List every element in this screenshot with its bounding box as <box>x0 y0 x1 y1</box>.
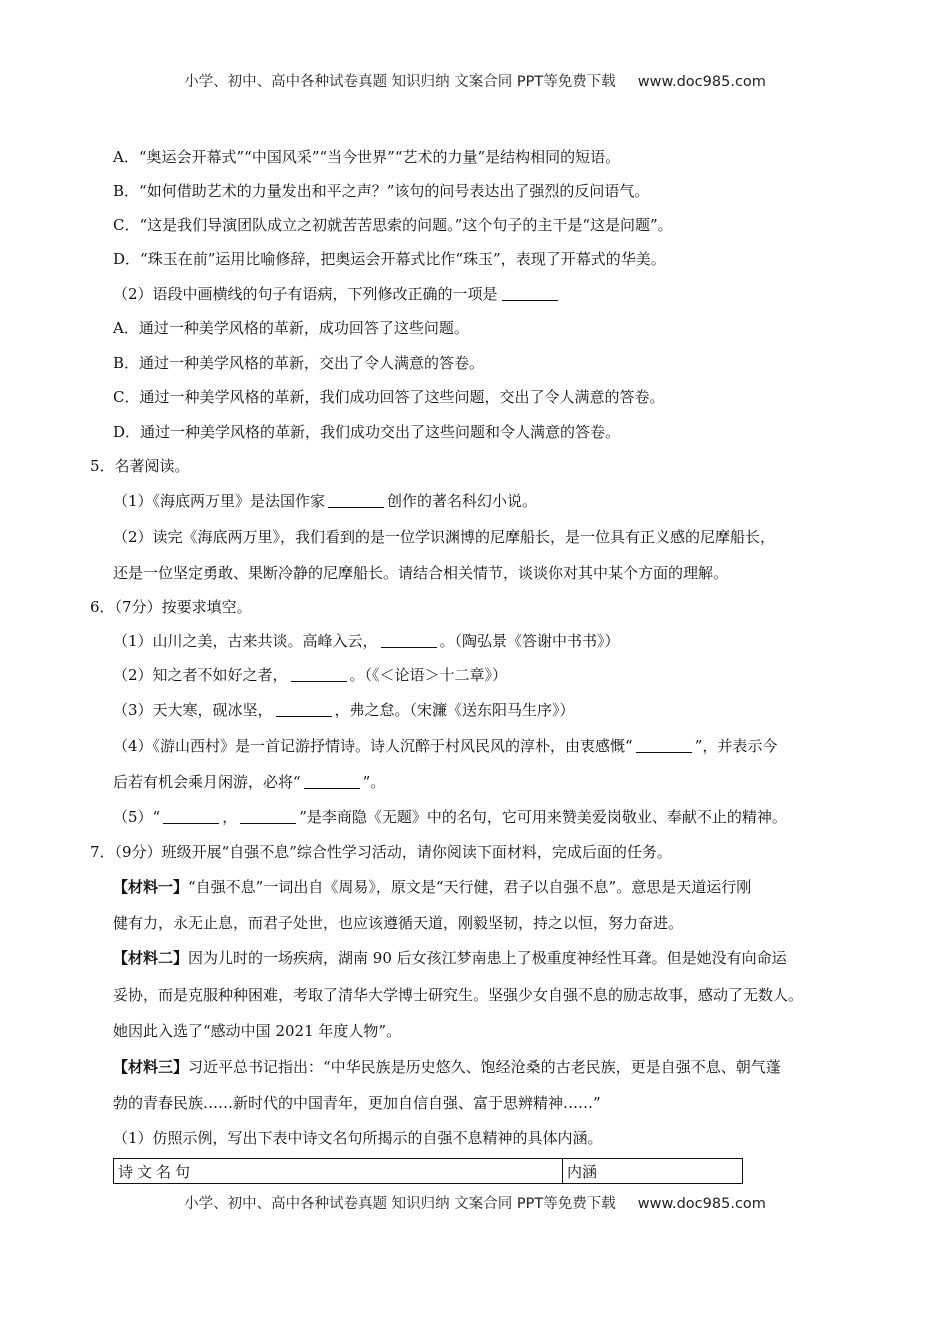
material1-label: 【材料一】 <box>113 878 189 896</box>
q6-sub4-line2-pre: 后若有机会乘月闲游，必将“ <box>113 773 301 791</box>
q6-title: 6．（7分）按要求填空。 <box>90 598 252 616</box>
q5-title: 5．名著阅读。 <box>90 457 190 475</box>
q7-material3-line1 <box>113 1057 781 1077</box>
q7-material1-line1 <box>113 877 751 897</box>
page-footer <box>0 1192 950 1213</box>
q6-sub1-post: 。（陶弘景《答谢中书书》） <box>439 632 620 650</box>
q6-sub2 <box>113 665 507 685</box>
q5-sub1-pre: （1）《海底两万里》是法国作家 <box>113 492 326 510</box>
q4-option-a: A．“奥运会开幕式”“中国风采”“当今世界”“艺术的力量”是结构相同的短语。 <box>113 148 621 166</box>
q6-sub3-pre: （3）天大寒，砚冰坚， <box>113 701 273 719</box>
q7-material1-line2: 健有力，永无止息，而君子处世，也应该遵循天道，刚毅坚韧，持之以恒，努力奋进。 <box>113 914 684 932</box>
header-text: 小学、初中、高中各种试卷真题 知识归纳 文案合同 PPT等免费下载 <box>184 74 616 90</box>
q6-sub4-line2 <box>113 772 385 792</box>
q6-sub5-post: ”是李商隐《无题》中的名句，它可用来赞美爱岗敬业、奉献不止的精神。 <box>299 808 787 826</box>
material1-text: “自强不息”一词出自《周易》，原文是“天行健，君子以自强不息”。意思是天道运行刚 <box>188 878 752 896</box>
q4-sub2-option-b: B．通过一种美学风格的革新，交出了令人满意的答卷。 <box>113 354 485 372</box>
material3-label: 【材料三】 <box>113 1058 189 1076</box>
footer-url[interactable]: www.doc985.com <box>637 1196 766 1212</box>
q4-sub2-option-d: D．通过一种美学风格的革新，我们成功交出了这些问题和令人满意的答卷。 <box>113 423 621 441</box>
q7-material3-line2: 勃的青春民族……新时代的中国青年，更加自信自强、富于思辨精神……” <box>113 1094 601 1112</box>
q4-sub2-option-c: C．通过一种美学风格的革新，我们成功回答了这些问题，交出了令人满意的答卷。 <box>113 388 665 406</box>
material2-text: 因为儿时的一场疾病，湖南 90 后女孩江梦南患上了极重度神经性耳聋。但是她没有向命运 <box>188 949 787 967</box>
q6-sub4-line1 <box>113 736 777 756</box>
q4-option-d: D．“珠玉在前”运用比喻修辞，把奥运会开幕式比作“珠玉”，表现了开幕式的华美。 <box>113 250 666 268</box>
answer-blank[interactable] <box>328 493 384 508</box>
q6-sub3-post: ，弗之怠。（宋濂《送东阳马生序》） <box>334 701 575 719</box>
q7-title: 7．（9分）班级开展“自强不息”综合性学习活动，请你阅读下面材料，完成后面的任务。 <box>90 843 672 861</box>
q7-material2-line2: 妥协，而是克服种种困难，考取了清华大学博士研究生。坚强少女自强不息的励志故事，感动了无数人。 <box>113 986 804 1004</box>
q5-sub1-post: 创作的著名科幻小说。 <box>387 492 538 510</box>
q6-sub3 <box>113 700 575 720</box>
answer-blank[interactable] <box>636 738 692 753</box>
q7-material2-line1 <box>113 948 787 968</box>
q7-material2-line3: 她因此入选了“感动中国 2021 年度人物”。 <box>113 1022 402 1040</box>
q4-option-c: C．“这是我们导演团队成立之初就苦苦思索的问题。”这个句子的主干是“这是问题”。 <box>113 216 673 234</box>
q6-sub4-line2-post: ”。 <box>362 773 386 791</box>
meaning-table <box>113 1158 743 1184</box>
q4-sub2-stem <box>113 284 562 304</box>
q6-sub4-post: ”，并表示今 <box>694 737 778 755</box>
q5-sub2-line2: 还是一位坚定勇敢、果断冷静的尼摩船长。请结合相关情节，谈谈你对其中某个方面的理解。 <box>113 564 729 582</box>
q6-sub4-pre: （4）《游山西村》是一首记游抒情诗。诗人沉醉于村风民风的淳朴，由衷感慨“ <box>113 737 633 755</box>
table-header-row <box>114 1159 743 1184</box>
footer-text: 小学、初中、高中各种试卷真题 知识归纳 文案合同 PPT等免费下载 <box>184 1196 616 1212</box>
header-url[interactable]: www.doc985.com <box>637 74 766 90</box>
answer-blank[interactable] <box>304 774 360 789</box>
q5-sub2-line1: （2）读完《海底两万里》，我们看到的是一位学识渊博的尼摩船长，是一位具有正义感的尼摩船长， <box>113 528 776 546</box>
material2-label: 【材料二】 <box>113 949 189 967</box>
q4-sub2-option-a: A．通过一种美学风格的革新，成功回答了这些问题。 <box>113 319 469 337</box>
q4-sub2-text: （2）语段中画横线的句子有语病，下列修改正确的一项是 <box>113 285 498 303</box>
q6-sub1-pre: （1）山川之美，古来共谈。高峰入云， <box>113 632 378 650</box>
q7-sub1: （1）仿照示例，写出下表中诗文名句所揭示的自强不息精神的具体内涵。 <box>113 1129 603 1147</box>
q4-option-b: B．“如何借助艺术的力量发出和平之声？”该句的问号表达出了强烈的反问语气。 <box>113 182 650 200</box>
q6-sub5-mid: ， <box>222 808 238 826</box>
answer-blank[interactable] <box>163 809 219 824</box>
q6-sub5 <box>113 807 787 827</box>
q6-sub1 <box>113 631 620 651</box>
table-header-meaning: 内涵 <box>563 1159 743 1184</box>
q6-sub2-post: 。（《＜论语＞十二章》） <box>349 666 508 684</box>
page-header <box>0 70 950 91</box>
table-header-poem: 诗文名句 <box>114 1159 563 1184</box>
material3-text: 习近平总书记指出：“中华民族是历史悠久、饱经沧桑的古老民族，更是自强不息、朝气蓬 <box>188 1058 781 1076</box>
answer-blank[interactable] <box>276 702 332 717</box>
q5-sub1 <box>113 491 537 511</box>
answer-blank[interactable] <box>502 286 558 301</box>
answer-blank[interactable] <box>291 667 347 682</box>
q6-sub2-pre: （2）知之者不如好之者， <box>113 666 288 684</box>
q6-sub5-pre: （5）“ <box>113 808 161 826</box>
answer-blank[interactable] <box>240 809 296 824</box>
answer-blank[interactable] <box>381 633 437 648</box>
